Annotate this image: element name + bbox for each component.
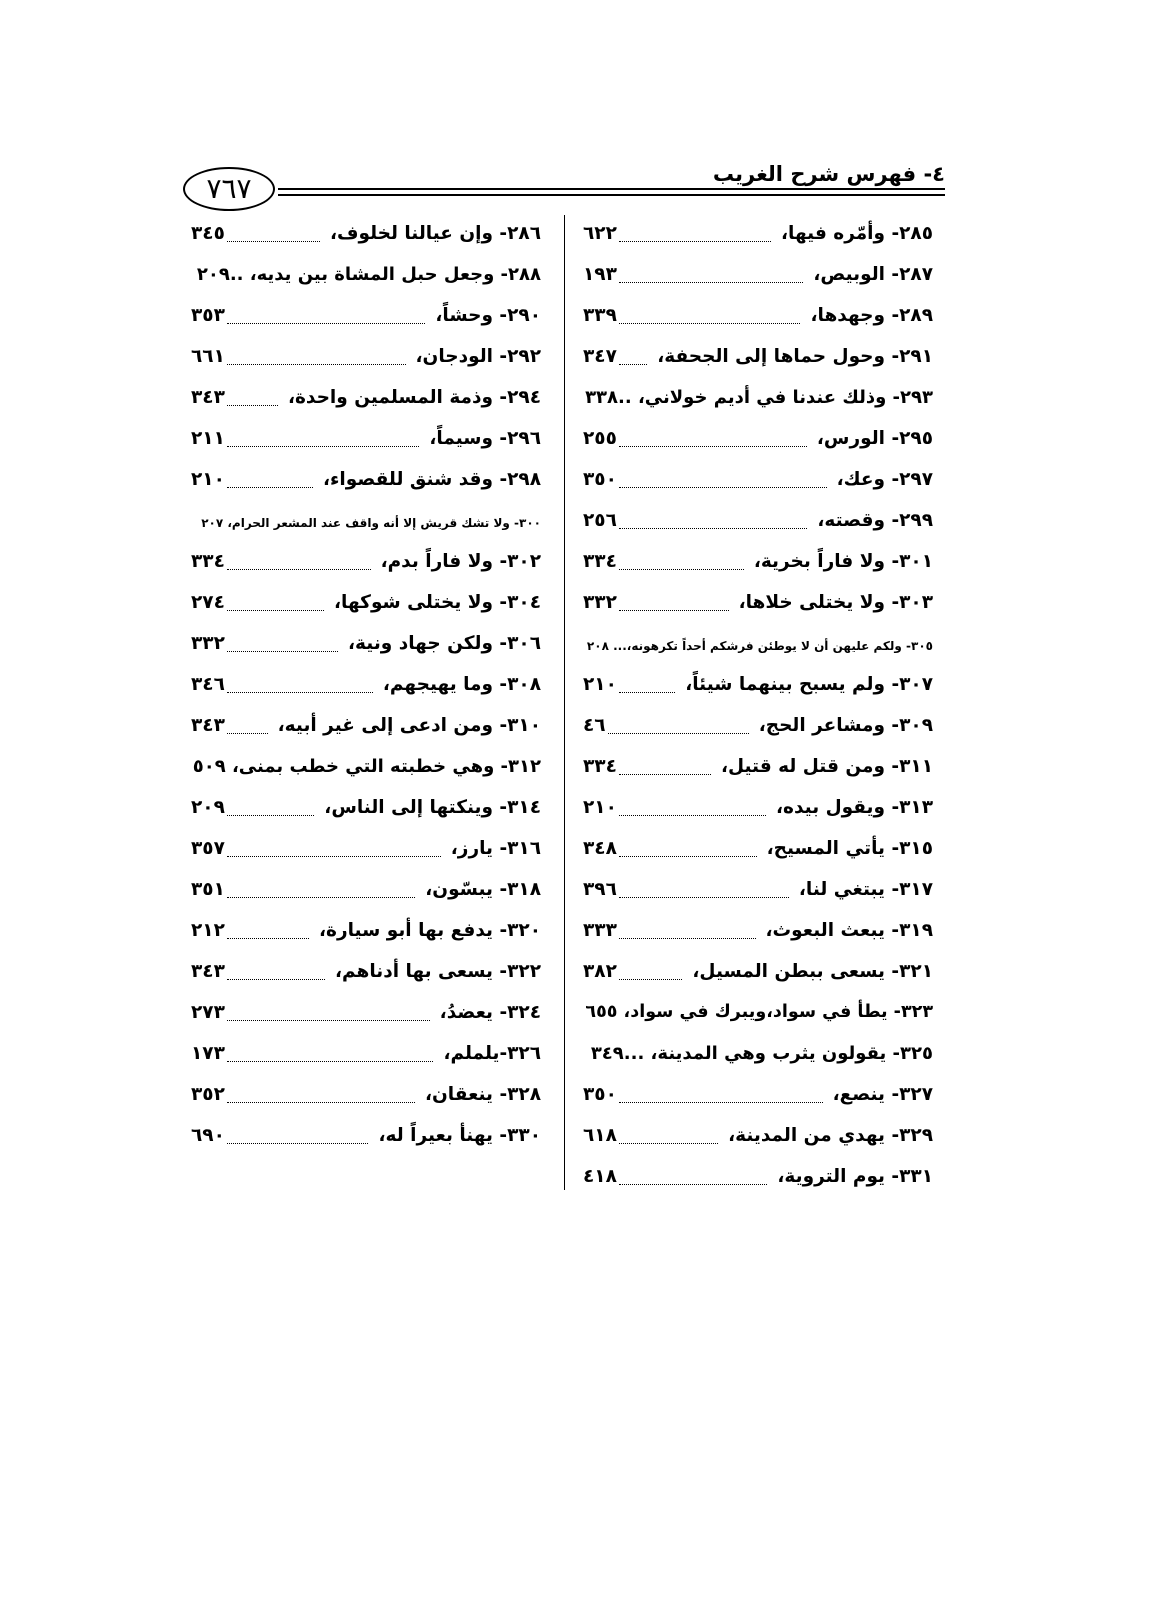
dot-leader bbox=[227, 815, 314, 816]
dot-leader bbox=[619, 856, 757, 857]
dot-leader bbox=[619, 1143, 718, 1144]
dot-leader bbox=[227, 856, 441, 857]
entry-page-number: ٣٣٣ bbox=[583, 920, 617, 941]
dot-leader bbox=[227, 1020, 430, 1021]
index-entry bbox=[191, 957, 541, 998]
index-entry bbox=[191, 875, 541, 916]
index-entry bbox=[191, 1080, 541, 1121]
entry-page-number: ٣٩٦ bbox=[583, 879, 617, 900]
entry-text: ٢٨٨- وجعل حبل المشاة بين يديه، ..٢٠٩ bbox=[196, 264, 541, 285]
dot-leader bbox=[608, 733, 749, 734]
dot-leader bbox=[227, 692, 373, 693]
dot-leader bbox=[227, 651, 338, 652]
entry-text: ٢٩١- وحول حماها إلى الجحفة، bbox=[657, 346, 933, 367]
dot-leader bbox=[619, 241, 771, 242]
entry-text: ٣٢٩- يهدي من المدينة، bbox=[728, 1125, 933, 1146]
entry-text: ٣٢٣- يطأ في سواد،ويبرك في سواد، ٦٥٥ bbox=[585, 1002, 933, 1022]
entry-text: ٣٠٣- ولا يختلى خلاها، bbox=[738, 592, 933, 613]
dot-leader bbox=[619, 938, 756, 939]
dot-leader bbox=[619, 774, 711, 775]
dot-leader bbox=[227, 897, 415, 898]
entry-text: ٢٩٠- وحشاً، bbox=[435, 305, 541, 326]
index-entry bbox=[191, 301, 541, 342]
dot-leader bbox=[227, 733, 268, 734]
entry-page-number: ٣٤٦ bbox=[191, 674, 225, 695]
index-column-right bbox=[583, 219, 933, 1203]
entry-text: ٣٢٧- ينصع، bbox=[832, 1084, 933, 1105]
entry-page-number: ٦١٨ bbox=[583, 1125, 617, 1146]
entry-page-number: ٢١٠ bbox=[583, 674, 617, 695]
index-entry bbox=[583, 219, 933, 260]
index-entry bbox=[191, 424, 541, 465]
entry-text: ٣٠٤- ولا يختلى شوكها، bbox=[334, 592, 541, 613]
dot-leader bbox=[619, 569, 744, 570]
index-entry bbox=[583, 1162, 933, 1203]
entry-text: ٣١٥- يأتي المسيح، bbox=[766, 838, 933, 859]
entry-page-number: ٣٤٥ bbox=[191, 223, 225, 244]
index-entry bbox=[191, 547, 541, 588]
dot-leader bbox=[227, 1061, 433, 1062]
entry-text: ٣٢٤- يعضدُ، bbox=[439, 1002, 541, 1023]
index-entry bbox=[191, 383, 541, 424]
index-entry bbox=[583, 547, 933, 588]
entry-text: ٣٠٩- ومشاعر الحج، bbox=[758, 715, 933, 736]
entry-text: ٣١٢- وهي خطبته التي خطب بمنى، ٥٠٩ bbox=[192, 756, 541, 777]
entry-page-number: ١٩٣ bbox=[583, 264, 617, 285]
entry-text: ٣١٠- ومن ادعى إلى غير أبيه، bbox=[277, 715, 541, 736]
entry-page-number: ٣٤٨ bbox=[583, 838, 617, 859]
index-entry bbox=[583, 588, 933, 629]
dot-leader bbox=[619, 1184, 767, 1185]
entry-text: ٣١١- ومن قتل له قتيل، bbox=[720, 756, 933, 777]
dot-leader bbox=[619, 323, 800, 324]
entry-text: ٣٢١- يسعى ببطن المسيل، bbox=[692, 961, 933, 982]
index-entry bbox=[191, 834, 541, 875]
entry-text: ٣٠٥- ولكم عليهن أن لا يوطئن فرشكم أحداً تكرهونه،... ٢٠٨ bbox=[586, 639, 933, 653]
dot-leader bbox=[619, 979, 682, 980]
entry-page-number: ٣٣٢ bbox=[583, 592, 617, 613]
entry-page-number: ٢٧٤ bbox=[191, 592, 225, 613]
index-entry bbox=[583, 342, 933, 383]
entry-text: ٢٩٧- وعك، bbox=[836, 469, 933, 490]
dot-leader bbox=[619, 815, 766, 816]
entry-page-number: ١٧٣ bbox=[191, 1043, 225, 1064]
entry-page-number: ٤١٨ bbox=[583, 1166, 617, 1187]
index-entry bbox=[191, 1039, 541, 1080]
dot-leader bbox=[619, 610, 729, 611]
entry-page-number: ٣٥٢ bbox=[191, 1084, 225, 1105]
entry-page-number: ٣٤٧ bbox=[583, 346, 617, 367]
index-entry bbox=[583, 1080, 933, 1121]
entry-text: ٣٠٦- ولكن جهاد ونية، bbox=[348, 633, 541, 654]
dot-leader bbox=[227, 938, 309, 939]
entry-text: ٣١٧- يبتغي لنا، bbox=[798, 879, 933, 900]
index-entry bbox=[583, 998, 933, 1039]
entry-page-number: ٢١٠ bbox=[583, 797, 617, 818]
entry-text: ٢٨٧- الوبيص، bbox=[813, 264, 933, 285]
entry-page-number: ٤٦ bbox=[583, 715, 606, 736]
entry-text: ٢٩٢- الودجان، bbox=[415, 346, 541, 367]
dot-leader bbox=[619, 487, 827, 488]
section-title: ٤- فهرس شرح الغريب bbox=[712, 162, 945, 186]
index-entry bbox=[191, 916, 541, 957]
entry-page-number: ٣٥٠ bbox=[583, 469, 617, 490]
entry-page-number: ٢٥٦ bbox=[583, 510, 617, 531]
index-entry bbox=[583, 1121, 933, 1162]
entry-page-number: ٣٣٩ bbox=[583, 305, 617, 326]
index-entry bbox=[191, 588, 541, 629]
entry-text: ٣٢٨- ينعقان، bbox=[424, 1084, 541, 1105]
index-entry bbox=[191, 506, 541, 547]
dot-leader bbox=[227, 364, 406, 365]
index-entry bbox=[583, 1039, 933, 1080]
entry-text: ٣٢٦-يلملم، bbox=[443, 1043, 541, 1064]
index-entry bbox=[191, 793, 541, 834]
dot-leader bbox=[227, 569, 371, 570]
entry-text: ٢٩٥- الورس، bbox=[816, 428, 933, 449]
entry-text: ٣١٣- ويقول بيده، bbox=[776, 797, 933, 818]
entry-page-number: ٢١٢ bbox=[191, 920, 225, 941]
index-entry bbox=[583, 916, 933, 957]
dot-leader bbox=[227, 323, 425, 324]
index-entry bbox=[583, 793, 933, 834]
index-column-left bbox=[191, 219, 541, 1162]
index-entry bbox=[583, 465, 933, 506]
column-divider bbox=[564, 215, 565, 1190]
entry-text: ٣٠٠- ولا تشك قريش إلا أنه واقف عند المشعر الحرام، ٢٠٧ bbox=[201, 516, 541, 530]
dot-leader bbox=[227, 1143, 368, 1144]
entry-text: ٢٨٦- وإن عيالنا لخلوف، bbox=[329, 223, 541, 244]
dot-leader bbox=[227, 610, 324, 611]
entry-page-number: ٣٥٣ bbox=[191, 305, 225, 326]
entry-page-number: ٣٨٢ bbox=[583, 961, 617, 982]
entry-text: ٣٠٧- ولم يسبح بينهما شيئاً، bbox=[685, 674, 933, 695]
entry-page-number: ٣٣٤ bbox=[583, 756, 617, 777]
entry-text: ٣٢٢- يسعى بها أدناهم، bbox=[334, 961, 541, 982]
entry-text: ٢٩٤- وذمة المسلمين واحدة، bbox=[287, 387, 541, 408]
index-entry bbox=[191, 1121, 541, 1162]
dot-leader bbox=[619, 528, 807, 529]
dot-leader bbox=[619, 282, 803, 283]
entry-page-number: ٢٧٣ bbox=[191, 1002, 225, 1023]
index-entry bbox=[583, 383, 933, 424]
dot-leader bbox=[227, 446, 419, 447]
entry-page-number: ٦٢٢ bbox=[583, 223, 617, 244]
entry-text: ٢٩٦- وسيماً، bbox=[429, 428, 541, 449]
dot-leader bbox=[227, 405, 278, 406]
index-entry bbox=[583, 424, 933, 465]
entry-text: ٣٠٨- وما يهيجهم، bbox=[382, 674, 541, 695]
index-entry bbox=[191, 711, 541, 752]
entry-page-number: ٣٤٣ bbox=[191, 715, 225, 736]
entry-text: ٢٨٩- وجهدها، bbox=[810, 305, 933, 326]
entry-text: ٢٨٥- وأمّره فيها، bbox=[780, 223, 933, 244]
dot-leader bbox=[619, 1102, 823, 1103]
index-entry bbox=[583, 260, 933, 301]
page-number: ٧٦٧ bbox=[183, 167, 275, 211]
entry-page-number: ٣٣٤ bbox=[191, 551, 225, 572]
entry-text: ٣٢٠- يدفع بها أبو سيارة، bbox=[319, 920, 541, 941]
entry-page-number: ٣٤٣ bbox=[191, 387, 225, 408]
entry-page-number: ٢١٠ bbox=[191, 469, 225, 490]
index-entry bbox=[583, 875, 933, 916]
entry-text: ٣٠١- ولا فاراً بخرية، bbox=[753, 551, 933, 572]
index-entry bbox=[191, 219, 541, 260]
index-entry bbox=[191, 752, 541, 793]
entry-page-number: ٢٠٩ bbox=[191, 797, 225, 818]
entry-text: ٣٠٢- ولا فاراً بدم، bbox=[380, 551, 541, 572]
entry-page-number: ٦٦١ bbox=[191, 346, 225, 367]
entry-text: ٢٩٣- وذلك عندنا في أديم خولاني، ..٣٣٨ bbox=[585, 387, 933, 408]
entry-page-number: ٣٥٠ bbox=[583, 1084, 617, 1105]
index-entry bbox=[583, 957, 933, 998]
index-entry bbox=[583, 670, 933, 711]
index-entry bbox=[191, 465, 541, 506]
header-rule-bottom bbox=[278, 194, 945, 196]
dot-leader bbox=[619, 897, 789, 898]
index-entry bbox=[583, 834, 933, 875]
entry-text: ٣٣٠- يهنأ بعيراً له، bbox=[378, 1125, 541, 1146]
dot-leader bbox=[227, 979, 325, 980]
dot-leader bbox=[619, 364, 647, 365]
index-entry bbox=[583, 752, 933, 793]
entry-text: ٢٩٨- وقد شنق للقصواء، bbox=[322, 469, 541, 490]
dot-leader bbox=[619, 692, 675, 693]
entry-page-number: ٣٥١ bbox=[191, 879, 225, 900]
index-entry bbox=[583, 301, 933, 342]
entry-text: ٣٢٥- يقولون يثرب وهي المدينة، ...٣٤٩ bbox=[590, 1043, 933, 1064]
index-entry bbox=[191, 998, 541, 1039]
index-entry bbox=[191, 670, 541, 711]
index-entry bbox=[191, 629, 541, 670]
entry-text: ٣١٨- يبسّون، bbox=[425, 879, 541, 900]
index-entry bbox=[583, 506, 933, 547]
entry-page-number: ٣٥٧ bbox=[191, 838, 225, 859]
entry-text: ٣١٦- يارز، bbox=[450, 838, 541, 859]
entry-page-number: ٣٣٤ bbox=[583, 551, 617, 572]
entry-page-number: ٢١١ bbox=[191, 428, 225, 449]
entry-page-number: ٢٥٥ bbox=[583, 428, 617, 449]
entry-page-number: ٣٤٣ bbox=[191, 961, 225, 982]
entry-text: ٣٣١- يوم التروية، bbox=[777, 1166, 933, 1187]
index-entry bbox=[191, 260, 541, 301]
index-entry bbox=[583, 629, 933, 670]
dot-leader bbox=[227, 1102, 415, 1103]
index-entry bbox=[583, 711, 933, 752]
entry-text: ٢٩٩- وقصته، bbox=[817, 510, 933, 531]
entry-page-number: ٣٣٢ bbox=[191, 633, 225, 654]
entry-page-number: ٦٩٠ bbox=[191, 1125, 225, 1146]
dot-leader bbox=[619, 446, 807, 447]
index-entry bbox=[191, 342, 541, 383]
dot-leader bbox=[227, 487, 313, 488]
entry-text: ٣١٤- وينكتها إلى الناس، bbox=[324, 797, 541, 818]
entry-text: ٣١٩- يبعث البعوث، bbox=[765, 920, 933, 941]
dot-leader bbox=[227, 241, 320, 242]
header-rule-top bbox=[278, 188, 945, 190]
page-header bbox=[183, 160, 945, 215]
